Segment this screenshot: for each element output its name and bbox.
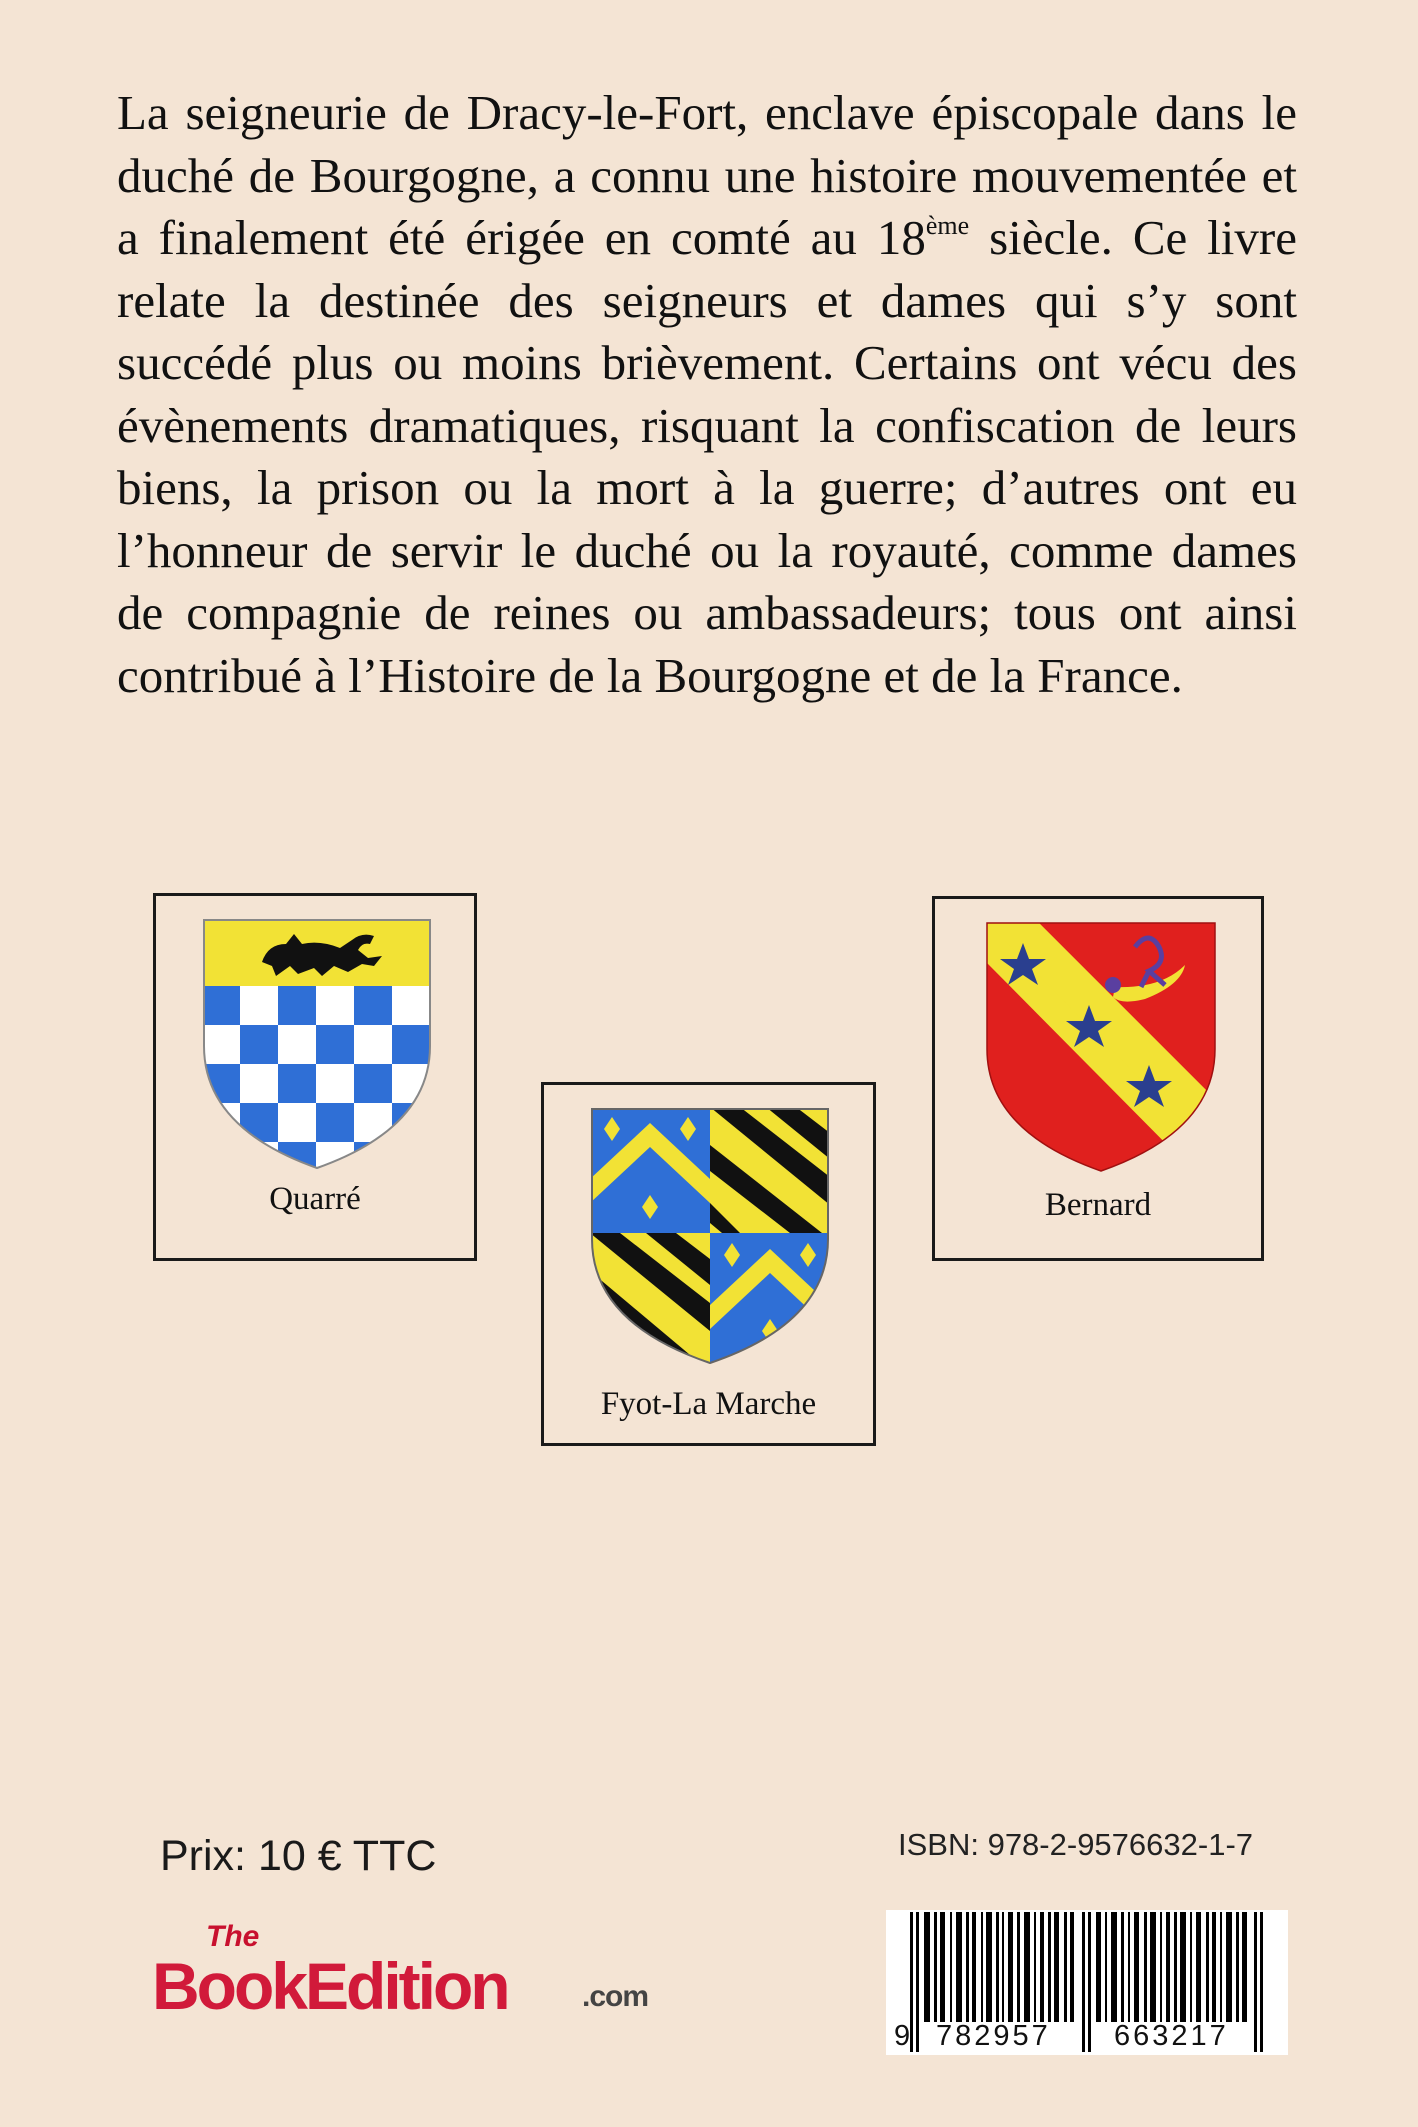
publisher-logo-the: The — [206, 1920, 260, 1953]
arms-label-fyot-la-marche: Fyot-La Marche — [600, 1386, 817, 1422]
publisher-logo-name: BookEdition — [152, 1949, 508, 2023]
arms-box-bernard — [932, 896, 1264, 1261]
barcode-right-group: 663217 — [1114, 2020, 1229, 2052]
back-cover-blurb — [117, 82, 1297, 707]
arms-label-bernard: Bernard — [1044, 1187, 1152, 1223]
coat-of-arms-quarre-icon — [202, 918, 432, 1170]
blurb-superscript: ème — [925, 211, 970, 240]
barcode-left-group: 782957 — [936, 2020, 1051, 2052]
isbn-barcode — [886, 1910, 1288, 2055]
publisher-logo-suffix: .com — [582, 1980, 649, 2013]
isbn-label: ISBN: 978-2-9576632-1-7 — [898, 1827, 1254, 1862]
arms-label-quarre: Quarré — [269, 1181, 361, 1217]
blurb-text-end: siècle. Ce livre relate la destinée des seigneurs et dames qui s’y sont succédé plus ou moins brièvement. Certains ont vécu des évènements dramatiques, risquant la confiscation de leurs biens, la prison ou la mort à la guerre; d’autres ont eu l’honneur de servir le duché ou la royauté, comme dames de compagnie de reines ou ambassadeurs; tous ont ainsi contribué à l’Histoire de la Bourgogne et de la France. — [117, 210, 1297, 703]
publisher-logo — [152, 1920, 652, 2030]
coat-of-arms-bernard-icon — [985, 921, 1217, 1173]
price-label: Prix: 10 € TTC — [160, 1832, 437, 1880]
arms-box-fyot — [541, 1082, 876, 1446]
blurb-text-start: La seigneurie de Dracy-le-Fort, enclave épiscopale dans le duché de Bourgogne, a connu une histoire mouvementée et a finalement été érigée en comté au 18 — [117, 85, 1297, 265]
coat-of-arms-fyot-la-marche-icon — [590, 1107, 830, 1365]
arms-box-quarre — [153, 893, 477, 1261]
barcode-first-digit: 9 — [894, 2020, 912, 2052]
